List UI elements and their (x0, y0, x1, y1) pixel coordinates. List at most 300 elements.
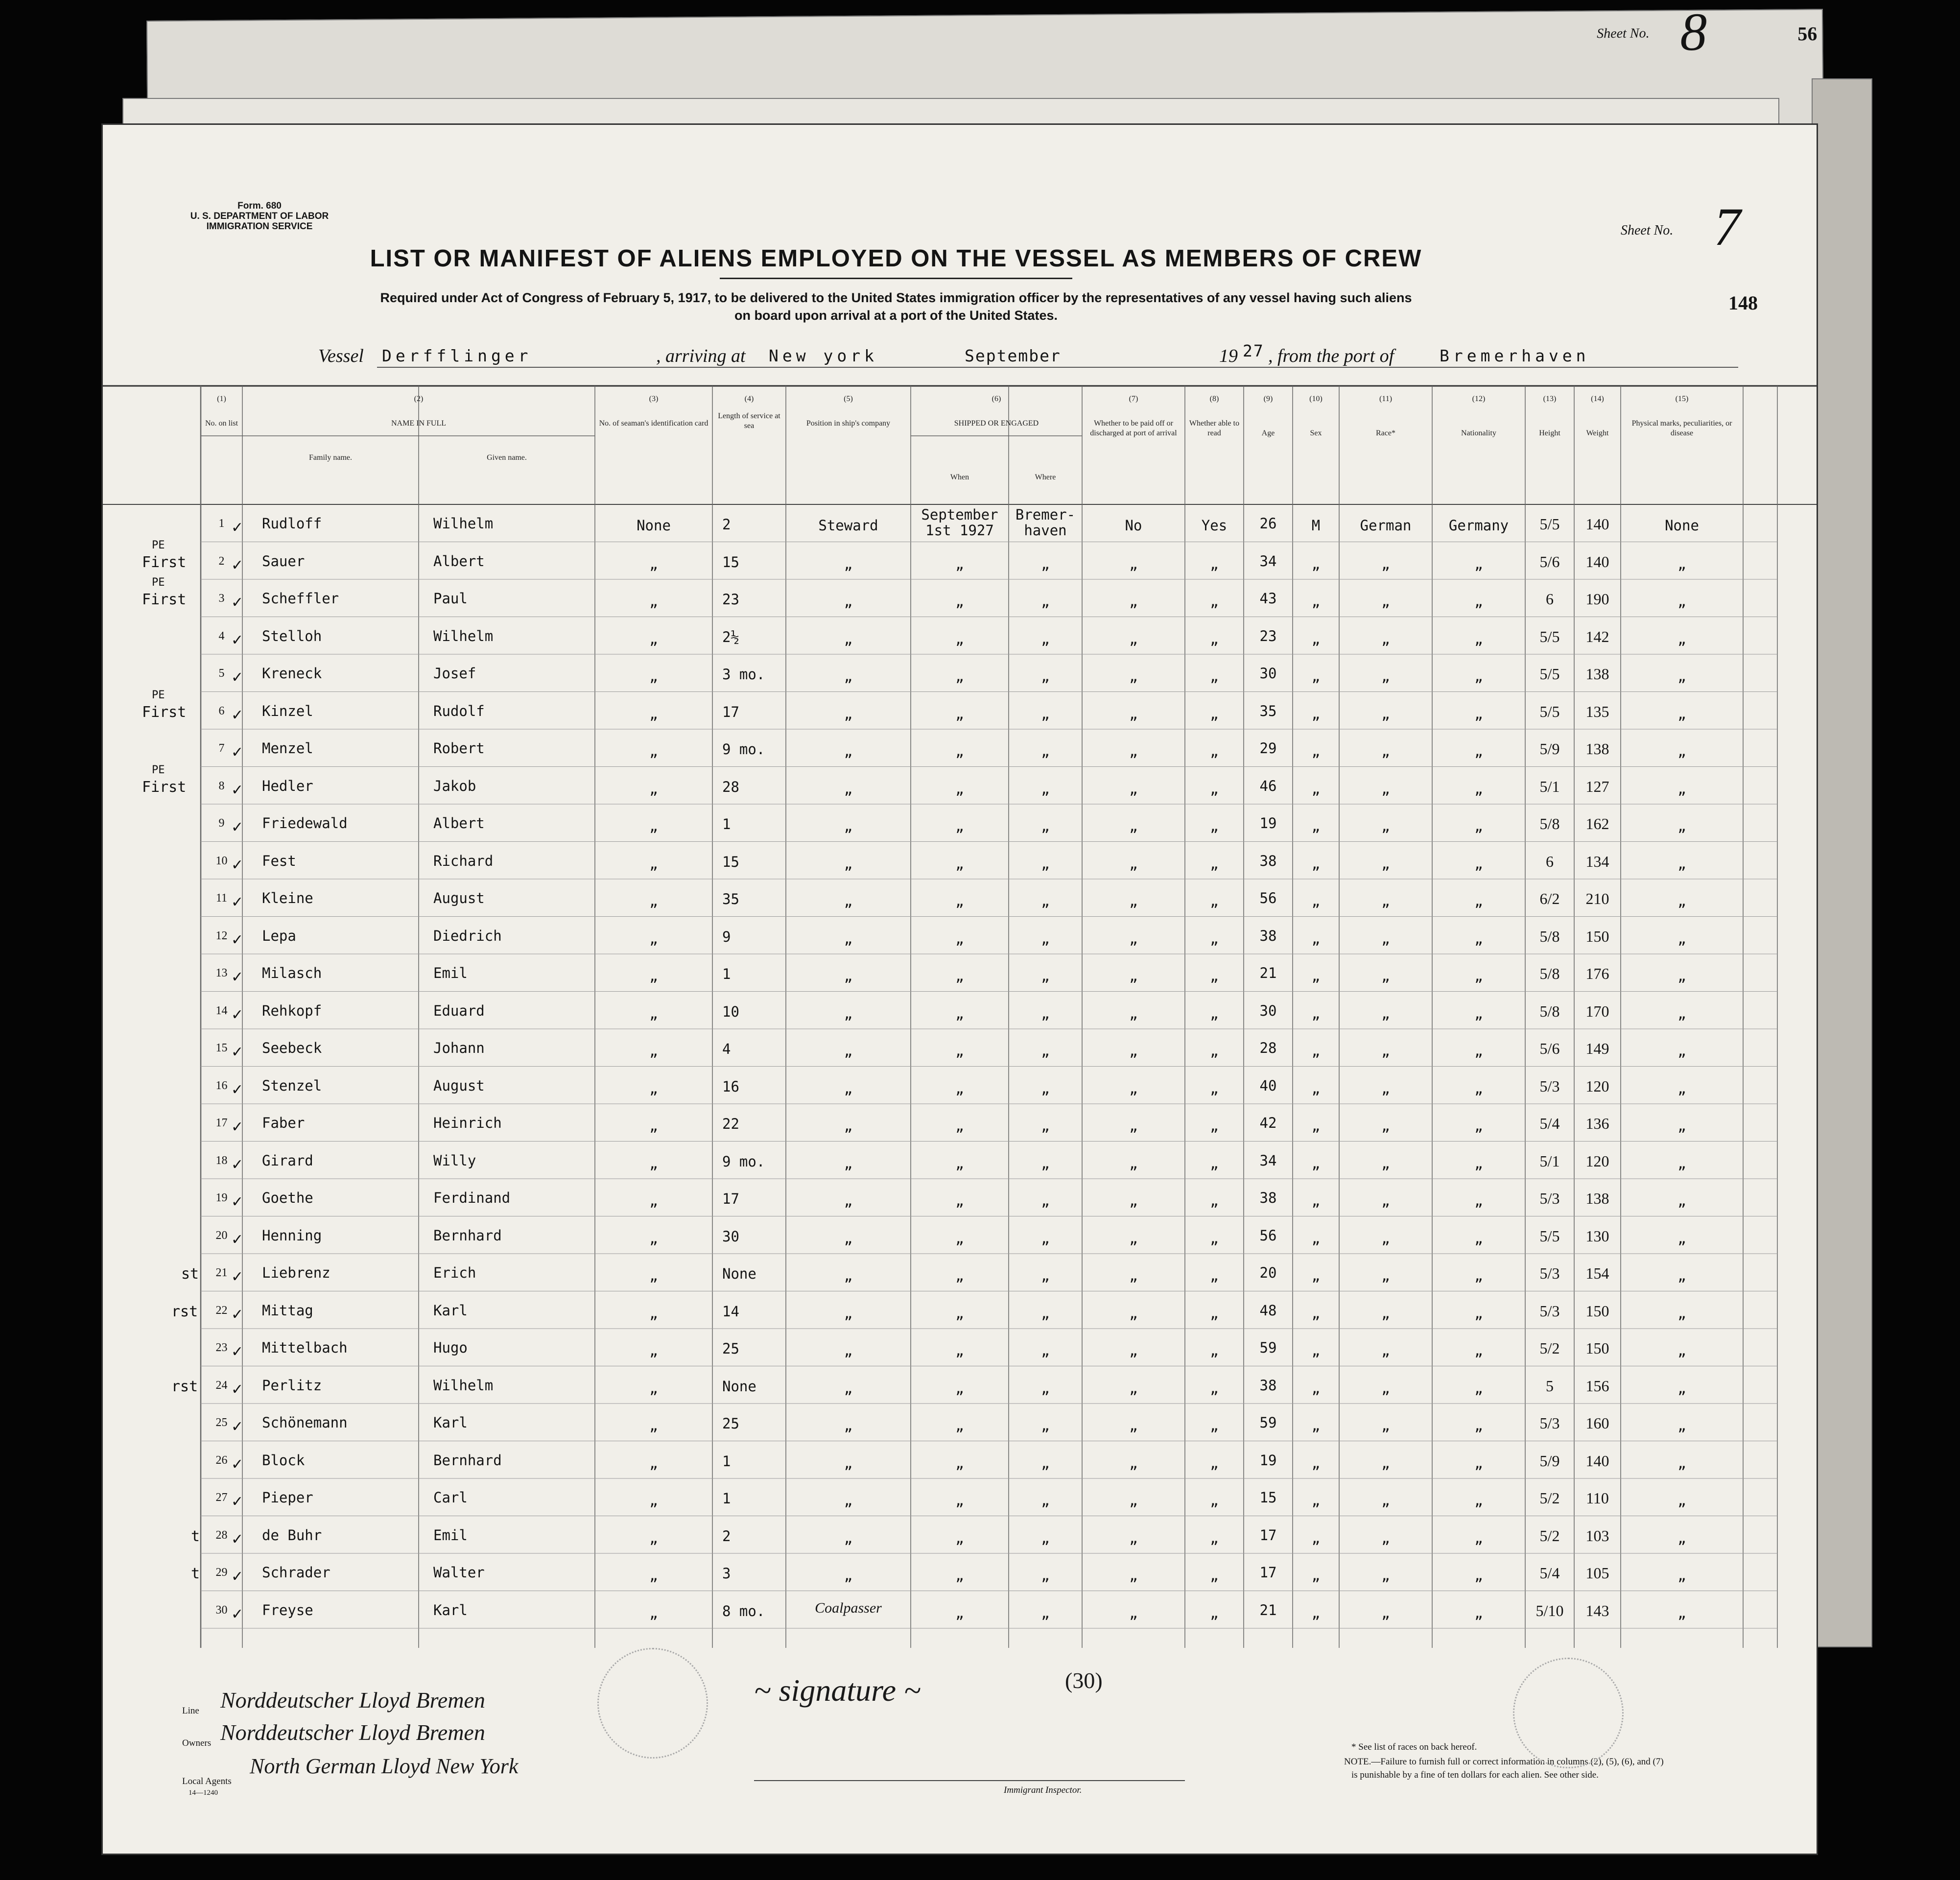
ditto-mark: „ (1041, 1604, 1050, 1621)
ditto-mark: „ (1381, 1230, 1390, 1247)
weight-value: 176 (1585, 965, 1609, 982)
age-value: 38 (1259, 927, 1277, 944)
ditto-mark: „ (1129, 893, 1138, 909)
service-length: 16 (722, 1078, 739, 1095)
row-number: 12 (215, 929, 228, 942)
col6-number: (6) (992, 395, 1001, 403)
col-age: Age (1261, 429, 1275, 437)
ditto-mark: „ (844, 930, 853, 947)
ditto-mark: „ (1474, 1529, 1483, 1547)
row-number: 21 (215, 1266, 228, 1279)
check-mark-icon: ✓ (231, 1118, 244, 1136)
ditto-mark: „ (1311, 968, 1321, 984)
given-name: Karl (433, 1601, 468, 1618)
ditto-mark: „ (955, 593, 964, 610)
family-name: Sauer (262, 552, 305, 570)
inspector-signature: ~ signature ~ (754, 1673, 921, 1708)
service-length: 22 (722, 1116, 739, 1132)
margin-annotation: rst (171, 1378, 198, 1395)
ditto-mark: „ (955, 1604, 964, 1621)
family-name: Stelloh (262, 627, 322, 644)
family-name: Pieper (262, 1489, 313, 1506)
height-value: 6/2 (1539, 890, 1560, 907)
weight-value: 103 (1585, 1526, 1609, 1545)
ditto-mark: „ (1129, 968, 1138, 984)
sheet-no-label: Sheet No. (1621, 223, 1674, 238)
year-suffix: 27 (1243, 341, 1264, 360)
ditto-mark: „ (1311, 1043, 1321, 1059)
col9-number: (9) (1263, 395, 1273, 403)
col-id-card: No. of seaman's identification card (599, 419, 708, 428)
row-number: 25 (215, 1416, 228, 1429)
ditto-mark: „ (1381, 1080, 1390, 1097)
ditto-mark: „ (1381, 743, 1390, 760)
ditto-mark: „ (649, 668, 658, 685)
given-name: Josef (433, 665, 476, 682)
ditto-mark: „ (1210, 743, 1219, 760)
row-number: 23 (215, 1341, 228, 1354)
height-value: 5/3 (1539, 1077, 1560, 1095)
ditto-mark: „ (1210, 1305, 1219, 1322)
given-name: Heinrich (433, 1115, 502, 1131)
ditto-mark: „ (1677, 1567, 1686, 1584)
ditto-mark: „ (1129, 1118, 1138, 1134)
ditto-mark: „ (1677, 1380, 1686, 1397)
given-name: Wilhelm (433, 1377, 494, 1394)
ditto-mark: „ (1311, 668, 1321, 685)
age-value: 19 (1259, 815, 1277, 832)
family-name: Seebeck (262, 1040, 322, 1056)
ditto-mark: „ (649, 1417, 658, 1434)
age-value: 15 (1259, 1489, 1277, 1506)
service-length: 28 (722, 778, 739, 795)
ditto-mark: „ (1041, 1380, 1050, 1397)
check-mark-icon: ✓ (231, 1231, 244, 1248)
row-number: 18 (215, 1154, 228, 1167)
service-length: 9 (722, 928, 731, 945)
back-sheet-number: 56 (1797, 23, 1818, 45)
col-family-name: Family name. (309, 453, 352, 462)
ditto-mark: „ (1677, 855, 1686, 872)
family-name: Perlitz (262, 1377, 322, 1394)
age-value: 21 (1259, 965, 1277, 981)
age-value: 30 (1259, 665, 1277, 682)
row-number: 19 (215, 1191, 228, 1204)
ditto-mark: „ (1041, 1080, 1050, 1097)
ditto-mark: „ (844, 1567, 853, 1584)
ditto-mark: „ (1381, 1192, 1390, 1209)
ditto-mark: „ (649, 1005, 658, 1022)
ditto-mark: „ (955, 1192, 964, 1209)
age-value: 26 (1259, 515, 1277, 532)
service: IMMIGRATION SERVICE (206, 221, 313, 232)
ditto-mark: „ (1311, 1305, 1321, 1322)
service-length: 35 (722, 891, 739, 907)
given-name: Paul (433, 590, 468, 607)
check-mark-icon: ✓ (231, 1493, 244, 1510)
ditto-mark: „ (1311, 1267, 1321, 1284)
given-name: Robert (433, 740, 485, 757)
ditto-mark: „ (1041, 593, 1050, 610)
sex-value: M (1311, 517, 1321, 534)
age-value: 23 (1259, 627, 1277, 644)
ditto-mark: „ (1677, 818, 1686, 834)
margin-tag: PE (152, 539, 165, 551)
ditto-mark: „ (649, 743, 658, 760)
col5-number: (5) (844, 395, 853, 403)
ditto-mark: „ (649, 630, 658, 647)
ditto-mark: „ (955, 1417, 964, 1434)
ditto-mark: „ (649, 1529, 658, 1547)
height-value: 5/1 (1539, 1152, 1560, 1170)
ditto-mark: „ (649, 1567, 658, 1584)
height-value: 5/8 (1539, 927, 1560, 945)
col3-number: (3) (649, 395, 659, 403)
col-weight: Weight (1586, 429, 1609, 437)
given-name: Erich (433, 1264, 476, 1281)
family-name: Freyse (262, 1601, 313, 1618)
service-length: None (722, 1265, 756, 1282)
ditto-mark: „ (955, 555, 964, 572)
weight-value: 110 (1586, 1489, 1609, 1507)
ditto-mark: „ (1210, 1529, 1219, 1547)
ditto-mark: „ (1474, 1380, 1483, 1397)
ditto-mark: „ (1041, 1118, 1050, 1134)
row-number: 1 (218, 517, 225, 530)
back-sheet-no-label: Sheet No. (1597, 25, 1650, 42)
ditto-mark: „ (1129, 1155, 1138, 1172)
subtitle-line-1: Required under Act of Congress of February 5, 1917, to be delivered to the United States immigration officer by the representatives of any vessel having such aliens (380, 290, 1412, 305)
ditto-mark: „ (955, 1567, 964, 1584)
ditto-mark: „ (1129, 1342, 1138, 1359)
vessel-name: Derfflinger (382, 346, 532, 365)
ditto-mark: „ (1129, 930, 1138, 947)
ditto-mark: „ (1129, 630, 1138, 647)
family-name: Milasch (262, 965, 322, 981)
ditto-mark: „ (955, 1230, 964, 1247)
height-value: 5/9 (1539, 1452, 1560, 1470)
ditto-mark: „ (955, 743, 964, 760)
weight-value: 160 (1585, 1414, 1609, 1432)
ditto-mark: „ (649, 1192, 658, 1209)
service-length: 1 (722, 1452, 731, 1470)
age-value: 42 (1259, 1115, 1277, 1131)
ditto-mark: „ (1129, 1454, 1138, 1472)
ditto-mark: „ (844, 1305, 853, 1322)
ditto-mark: „ (649, 1118, 658, 1134)
height-value: 5/2 (1539, 1489, 1560, 1507)
given-name: Wilhelm (433, 515, 494, 532)
ditto-mark: „ (1129, 555, 1138, 572)
given-name: Albert (433, 552, 485, 570)
age-value: 38 (1259, 1377, 1277, 1394)
ditto-mark: „ (1129, 1305, 1138, 1322)
ditto-mark: „ (649, 1230, 658, 1247)
family-name: Mittelbach (262, 1339, 348, 1356)
ditto-mark: „ (844, 705, 853, 722)
ditto-mark: „ (1474, 1043, 1483, 1059)
ditto-mark: „ (1474, 1454, 1483, 1472)
col-given-name: Given name. (487, 453, 527, 462)
ditto-mark: „ (955, 893, 964, 909)
margin-annotation: First (142, 591, 187, 608)
ditto-mark: „ (844, 1005, 853, 1022)
position-value: Coalpasser (815, 1599, 882, 1616)
age-value: 48 (1259, 1302, 1277, 1319)
ditto-mark: „ (1041, 668, 1050, 685)
age-value: 34 (1259, 552, 1277, 570)
department: U. S. DEPARTMENT OF LABOR (190, 211, 329, 221)
ditto-mark: „ (1474, 1080, 1483, 1097)
ditto-mark: „ (1381, 968, 1390, 984)
height-value: 5/5 (1539, 702, 1560, 720)
col15-number: (15) (1675, 395, 1689, 403)
ditto-mark: „ (955, 1305, 964, 1322)
ditto-mark: „ (955, 1267, 964, 1284)
ditto-mark: „ (1311, 1118, 1321, 1134)
able-to-read-value: Yes (1201, 517, 1228, 534)
height-value: 6 (1546, 590, 1554, 608)
weight-value: 150 (1585, 927, 1609, 945)
weight-value: 135 (1585, 702, 1609, 720)
stamp-seal-2 (1513, 1658, 1624, 1768)
given-name: Ferdinand (433, 1190, 511, 1206)
ditto-mark: „ (1129, 1380, 1138, 1397)
ditto-mark: „ (1677, 1454, 1686, 1472)
col-position: Position in ship's company (806, 419, 891, 428)
ditto-mark: „ (844, 1118, 853, 1134)
from-label: , from the port of (1268, 346, 1394, 366)
age-value: 35 (1259, 702, 1277, 719)
ditto-mark: „ (955, 705, 964, 722)
height-value: 5/3 (1539, 1264, 1560, 1282)
ditto-mark: „ (1474, 1267, 1483, 1284)
agents-value: North German Lloyd New York (250, 1754, 519, 1778)
ditto-mark: „ (649, 1342, 658, 1359)
ditto-mark: „ (649, 1155, 658, 1172)
table-grid (103, 125, 1817, 1854)
ditto-mark: „ (1129, 1005, 1138, 1022)
row-number: 20 (215, 1229, 228, 1242)
family-name: Kreneck (262, 665, 322, 682)
given-name: Emil (433, 1526, 468, 1544)
ditto-mark: „ (1474, 893, 1483, 909)
ditto-mark: „ (1210, 855, 1219, 872)
ditto-mark: „ (1129, 1417, 1138, 1434)
ditto-mark: „ (1041, 743, 1050, 760)
ditto-mark: „ (1210, 555, 1219, 572)
ditto-mark: „ (1474, 743, 1483, 760)
ditto-mark: „ (1677, 1267, 1686, 1284)
ditto-mark: „ (1474, 1604, 1483, 1621)
ditto-mark: „ (1210, 1567, 1219, 1584)
ditto-mark: „ (649, 893, 658, 909)
col-able-to-read: Whether able to read (1189, 419, 1240, 437)
ditto-mark: „ (1474, 705, 1483, 722)
race-value: German (1360, 517, 1412, 534)
ditto-mark: „ (1474, 818, 1483, 834)
given-name: Johann (433, 1040, 485, 1056)
height-value: 5 (1546, 1377, 1554, 1395)
row-number: 5 (218, 667, 225, 680)
family-name: Henning (262, 1227, 322, 1244)
ditto-mark: „ (1381, 1604, 1390, 1621)
ditto-mark: „ (1041, 1267, 1050, 1284)
given-name: August (433, 1077, 485, 1094)
row-number: 3 (218, 592, 225, 605)
ditto-mark: „ (1474, 1417, 1483, 1434)
ditto-mark: „ (1677, 930, 1686, 947)
manifest-sheet (103, 125, 1817, 1854)
check-mark-icon: ✓ (231, 1530, 244, 1548)
check-mark-icon: ✓ (231, 1081, 244, 1098)
given-name: Jakob (433, 777, 476, 794)
given-name: Diedrich (433, 927, 502, 944)
service-length: 15 (722, 853, 739, 870)
check-mark-icon: ✓ (231, 519, 244, 536)
height-value: 5/5 (1539, 627, 1560, 645)
given-name: August (433, 890, 485, 906)
ditto-mark: „ (1041, 1005, 1050, 1022)
ditto-mark: „ (649, 968, 658, 984)
given-name: Wilhelm (433, 627, 494, 644)
col4-number: (4) (744, 395, 754, 403)
ditto-mark: „ (1474, 1567, 1483, 1584)
given-name: Albert (433, 815, 485, 832)
weight-value: 130 (1585, 1227, 1609, 1245)
service-length: 23 (722, 591, 739, 608)
ditto-mark: „ (649, 818, 658, 834)
page-title: LIST OR MANIFEST OF ALIENS EMPLOYED ON THE VESSEL AS MEMBERS OF CREW (370, 245, 1422, 272)
ditto-mark: „ (649, 593, 658, 610)
ditto-mark: „ (1381, 1005, 1390, 1022)
height-value: 5/1 (1539, 777, 1560, 795)
ditto-mark: „ (1210, 1192, 1219, 1209)
service-length: 1 (722, 966, 731, 982)
ditto-mark: „ (1677, 968, 1686, 984)
age-value: 46 (1259, 777, 1277, 794)
note-fine-1: NOTE.—Failure to furnish full or correct information in columns (2), (5), (6), and (7) (1344, 1757, 1664, 1767)
height-value: 5/5 (1539, 1227, 1560, 1245)
given-name: Richard (433, 852, 494, 869)
ditto-mark: „ (1041, 1342, 1050, 1359)
ditto-mark: „ (844, 1492, 853, 1509)
service-length: 2½ (722, 628, 739, 645)
ditto-mark: „ (1474, 1118, 1483, 1134)
ditto-mark: „ (1677, 780, 1686, 797)
service-length: 9 mo. (722, 741, 765, 758)
ditto-mark: „ (1311, 1005, 1321, 1022)
ditto-mark: „ (1474, 1192, 1483, 1209)
ditto-mark: „ (844, 1230, 853, 1247)
ditto-mark: „ (1210, 1230, 1219, 1247)
weight-value: 120 (1585, 1152, 1609, 1170)
service-length: 2 (722, 1527, 731, 1545)
ditto-mark: „ (1311, 705, 1321, 722)
weight-value: 162 (1585, 815, 1609, 833)
check-mark-icon: ✓ (231, 556, 244, 574)
form-number: Form. 680 (237, 201, 282, 211)
ditto-mark: „ (1041, 855, 1050, 872)
ditto-mark: „ (1210, 1267, 1219, 1284)
check-mark-icon: ✓ (231, 744, 244, 761)
col-length-of-service: Length of service at sea (718, 412, 780, 430)
check-mark-icon: ✓ (231, 781, 244, 799)
ditto-mark: „ (1381, 1417, 1390, 1434)
ditto-mark: „ (1474, 1230, 1483, 1247)
sheet-no: 7 (1714, 197, 1741, 257)
line-value: Norddeutscher Lloyd Bremen (220, 1688, 485, 1713)
check-mark-icon: ✓ (231, 1193, 244, 1211)
ditto-mark: „ (1311, 1604, 1321, 1621)
ditto-mark: „ (1210, 1492, 1219, 1509)
ditto-mark: „ (844, 1417, 853, 1434)
row-number: 10 (215, 854, 228, 867)
ditto-mark: „ (955, 855, 964, 872)
family-name: Schrader (262, 1564, 331, 1581)
ditto-mark: „ (1041, 893, 1050, 909)
ditto-mark: „ (1129, 1043, 1138, 1059)
ditto-mark: „ (1041, 1567, 1050, 1584)
ditto-mark: „ (649, 1492, 658, 1509)
col8-number: (8) (1209, 395, 1219, 403)
col-height: Height (1539, 429, 1560, 437)
ditto-mark: „ (1677, 705, 1686, 722)
ditto-mark: „ (649, 705, 658, 722)
check-mark-icon: ✓ (231, 631, 244, 649)
ditto-mark: „ (1129, 1492, 1138, 1509)
ditto-mark: „ (955, 1380, 964, 1397)
ditto-mark: „ (955, 968, 964, 984)
ditto-mark: „ (1041, 630, 1050, 647)
ditto-mark: „ (1677, 668, 1686, 685)
weight-value: 136 (1585, 1115, 1609, 1132)
service-length: None (722, 1378, 756, 1395)
ditto-mark: „ (1311, 555, 1321, 572)
id-card-value: None (637, 517, 671, 534)
ditto-mark: „ (1677, 1155, 1686, 1172)
col7-number: (7) (1129, 395, 1138, 403)
ditto-mark: „ (1041, 1417, 1050, 1434)
ditto-mark: „ (844, 1342, 853, 1359)
ditto-mark: „ (1311, 1417, 1321, 1434)
page-number: 148 (1728, 292, 1758, 314)
ditto-mark: „ (1311, 1080, 1321, 1097)
service-length: 2 (722, 516, 731, 533)
arriving-port: New york (769, 346, 878, 365)
height-value: 5/2 (1539, 1339, 1560, 1357)
ditto-mark: „ (844, 893, 853, 909)
ditto-mark: „ (1311, 1342, 1321, 1359)
height-value: 5/2 (1539, 1526, 1560, 1545)
ditto-mark: „ (1474, 1305, 1483, 1322)
service-length: 15 (722, 553, 739, 571)
arriving-label: , arriving at (656, 346, 746, 366)
total-count: (30) (1065, 1668, 1103, 1693)
ditto-mark: „ (1041, 1230, 1050, 1247)
margin-tag: PE (152, 763, 165, 776)
service-length: 17 (722, 703, 739, 720)
age-value: 38 (1259, 852, 1277, 869)
ditto-mark: „ (1210, 818, 1219, 834)
weight-value: 140 (1585, 1452, 1609, 1470)
family-name: Kleine (262, 890, 313, 906)
ditto-mark: „ (1041, 1043, 1050, 1059)
family-name: Rehkopf (262, 1002, 322, 1019)
ditto-mark: „ (844, 1192, 853, 1209)
stamp-seal (597, 1648, 708, 1759)
ditto-mark: „ (955, 1492, 964, 1509)
